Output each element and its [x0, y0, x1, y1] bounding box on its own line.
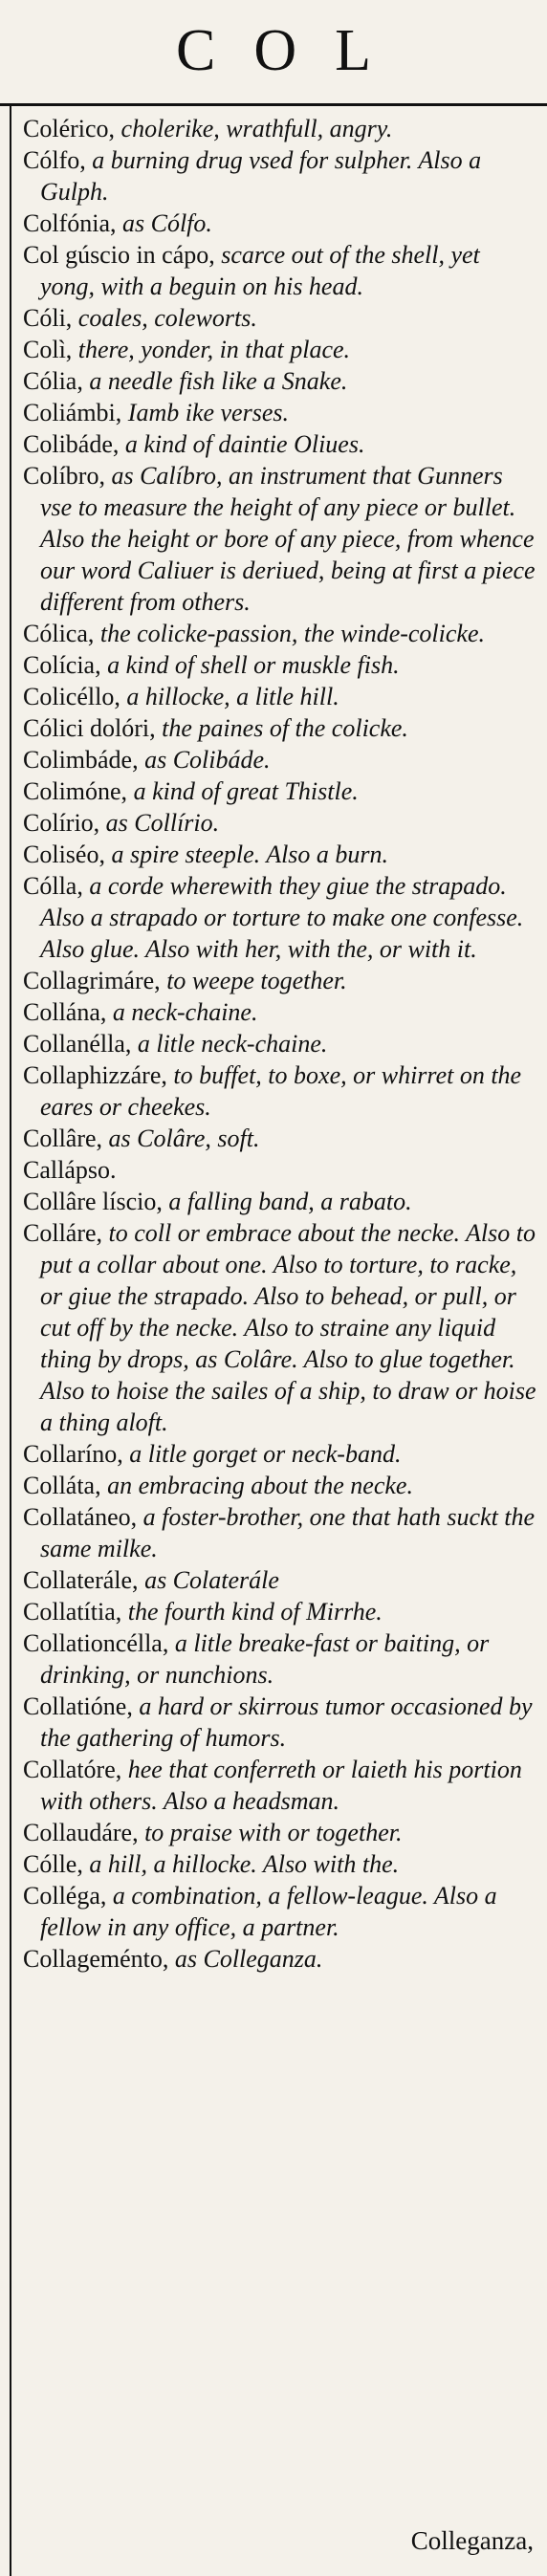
entry-headword: Colérico, — [23, 115, 116, 142]
entry-definition: a hillocke, a litle hill. — [126, 683, 339, 710]
entry-headword: Cólia, — [23, 367, 83, 395]
entry-definition: as Cólfo. — [122, 209, 212, 237]
entry-headword: Colibáde, — [23, 430, 120, 458]
dictionary-entry — [23, 775, 539, 807]
entry-headword: Collagrimáre, — [23, 967, 161, 994]
entry-definition: a kind of shell or muskle fish. — [107, 651, 400, 679]
dictionary-entry — [23, 334, 539, 365]
entry-headword: Cólla, — [23, 872, 83, 900]
page-header — [0, 0, 547, 105]
entry-headword: Collâre líscio, — [23, 1188, 163, 1215]
entry-headword: Cólle, — [23, 1850, 83, 1878]
entry-headword: Cóli, — [23, 304, 73, 332]
entry-definition: the fourth kind of Mirrhe. — [127, 1598, 383, 1626]
entry-headword: Collatióne, — [23, 1692, 133, 1720]
entry-headword: Colimbáde, — [23, 746, 139, 774]
entry-headword: Collatóre, — [23, 1756, 122, 1783]
dictionary-entry — [23, 965, 539, 996]
entry-headword: Collationcélla, — [23, 1629, 169, 1657]
catchword: Colleganza, — [410, 2526, 534, 2555]
dictionary-entry — [23, 712, 539, 744]
entry-headword: Collanélla, — [23, 1030, 132, 1058]
entry-headword: Colfónia, — [23, 209, 117, 237]
dictionary-entry — [23, 460, 539, 618]
dictionary-entry — [23, 1028, 539, 1059]
dictionary-entry — [23, 996, 539, 1028]
entry-definition: a burning drug vsed for sulpher. Also a Gulph. — [40, 146, 482, 206]
entry-headword: Cólici dolóri, — [23, 714, 156, 742]
entry-definition: a foster-brother, one that hath suckt the same milke. — [40, 1503, 536, 1562]
entry-list — [23, 113, 539, 1975]
dictionary-entry — [23, 681, 539, 712]
entry-definition: Iamb ike verses. — [127, 399, 289, 426]
entry-headword: Colléga, — [23, 1882, 107, 1910]
entry-headword: Coliséo, — [23, 840, 105, 868]
dictionary-entry — [23, 302, 539, 334]
dictionary-entry — [23, 144, 539, 207]
entry-definition: there, yonder, in that place. — [77, 336, 351, 363]
entry-definition: a neck-chaine. — [112, 998, 258, 1026]
entry-headword: Collaphizzáre, — [23, 1061, 167, 1089]
entry-definition: as Colibáde. — [144, 746, 271, 774]
entry-definition: a hill, a hillocke. Also with the. — [89, 1850, 400, 1878]
entry-definition: scarce out of the shell, yet yong, with a beguin on his head. — [40, 241, 480, 300]
entry-definition: as Colleganza. — [174, 1945, 323, 1973]
entry-definition: as Collírio. — [105, 809, 220, 837]
entry-definition: an embracing about the necke. — [107, 1472, 413, 1499]
dictionary-entry — [23, 1754, 539, 1817]
entry-definition: a corde wherewith they giue the strapado. Also a strapado or torture to make one confesse. Also glue. Also with her, with the, or with it. — [40, 872, 524, 963]
dictionary-entry — [23, 1848, 539, 1880]
entry-definition: a combination, a fellow-league. Also a fellow in any office, a partner. — [40, 1882, 497, 1941]
entry-definition: a kind of great Thistle. — [133, 777, 359, 805]
entry-definition: to buffet, to boxe, or whirret on the eares or cheekes. — [40, 1061, 522, 1121]
entry-definition: to weepe together. — [166, 967, 347, 994]
entry-headword: Collâre, — [23, 1124, 103, 1152]
dictionary-entry — [23, 113, 539, 144]
dictionary-entry — [23, 239, 539, 302]
entry-definition: a litle neck-chaine. — [137, 1030, 328, 1058]
dictionary-entry — [23, 1123, 539, 1154]
entry-headword: Colláre, — [23, 1219, 103, 1247]
entry-definition: the colicke-passion, the winde-colicke. — [99, 620, 485, 647]
entry-headword: Collána, — [23, 998, 107, 1026]
dictionary-entry — [23, 807, 539, 839]
dictionary-entry — [23, 870, 539, 965]
dictionary-entry — [23, 1059, 539, 1123]
entry-headword: Collatítia, — [23, 1598, 122, 1626]
dictionary-entry — [23, 1501, 539, 1564]
dictionary-entry — [23, 1817, 539, 1848]
entry-definition: coales, coleworts. — [77, 304, 257, 332]
entry-definition: to praise with or together. — [144, 1819, 403, 1846]
entry-headword: Colírio, — [23, 809, 100, 837]
entry-definition: a litle breake-fast or baiting, or drinking, or nunchions. — [40, 1629, 490, 1689]
entry-headword: Collatáneo, — [23, 1503, 138, 1531]
dictionary-entry — [23, 365, 539, 397]
dictionary-entry — [23, 1217, 539, 1438]
entry-definition: to coll or embrace about the necke. Also to put a collar about one. Also to torture, to racke, or giue the strapado. Also to behead, or pull, or cut off by the necke. Also to straine any liquid thing by drops, as Colâre. Also to glue together. Also to hoise the sailes of a ship, to draw or hoise a thing aloft. — [40, 1219, 536, 1436]
dictionary-entry — [23, 1691, 539, 1754]
entry-definition: a needle fish like a Snake. — [89, 367, 348, 395]
header-rule — [0, 103, 547, 106]
dictionary-entry — [23, 428, 539, 460]
entry-headword: Colimóne, — [23, 777, 128, 805]
entry-headword: Colícia, — [23, 651, 101, 679]
entry-definition: a hard or skirrous tumor occasioned by the gathering of humors. — [40, 1692, 533, 1752]
entry-headword: Cólfo, — [23, 146, 86, 174]
entry-definition: a kind of daintie Oliues. — [124, 430, 365, 458]
entry-headword: Collaterále, — [23, 1566, 139, 1594]
dictionary-entry — [23, 397, 539, 428]
dictionary-entry — [23, 207, 539, 239]
entry-headword: Cólica, — [23, 620, 95, 647]
entry-headword: Colíbro, — [23, 462, 105, 490]
entry-definition: as Calíbro, an instrument that Gunners vse to measure the height of any piece or bullet. Also the height or bore of any piece, from whence our word Caliuer is deriued, being at first a piece different from others. — [40, 462, 536, 616]
dictionary-entry — [23, 1943, 539, 1975]
entry-definition: a falling band, a rabato. — [168, 1188, 412, 1215]
entry-headword: Collaudáre, — [23, 1819, 139, 1846]
entry-definition: a spire steeple. Also a burn. — [111, 840, 389, 868]
entry-definition: cholerike, wrathfull, angry. — [120, 115, 393, 142]
dictionary-entry — [23, 1154, 539, 1186]
entry-definition: the paines of the colicke. — [162, 714, 408, 742]
column-rule — [10, 103, 11, 2576]
entry-headword: Col gúscio in cápo, — [23, 241, 215, 269]
entry-definition: as Colaterále — [144, 1566, 279, 1594]
dictionary-entry — [23, 1438, 539, 1470]
dictionary-entry — [23, 649, 539, 681]
page-title: COL — [176, 18, 409, 83]
entry-headword: Callápso. — [23, 1156, 117, 1184]
entry-headword: Colì, — [23, 336, 73, 363]
dictionary-entry — [23, 839, 539, 870]
dictionary-entry — [23, 1627, 539, 1691]
entry-headword: Colláta, — [23, 1472, 101, 1499]
entry-headword: Collageménto, — [23, 1945, 169, 1973]
dictionary-entry — [23, 1186, 539, 1217]
dictionary-entry — [23, 1880, 539, 1943]
entry-definition: hee that conferreth or laieth his portion with others. Also a headsman. — [40, 1756, 522, 1815]
entry-definition: as Colâre, soft. — [108, 1124, 260, 1152]
entry-headword: Coliámbi, — [23, 399, 122, 426]
dictionary-entry — [23, 1470, 539, 1501]
dictionary-entry — [23, 618, 539, 649]
dictionary-entry — [23, 744, 539, 775]
dictionary-entry — [23, 1596, 539, 1627]
entry-definition: a litle gorget or neck-band. — [129, 1440, 402, 1468]
dictionary-entry — [23, 1564, 539, 1596]
entry-headword: Collaríno, — [23, 1440, 123, 1468]
entry-headword: Colicéllo, — [23, 683, 120, 710]
